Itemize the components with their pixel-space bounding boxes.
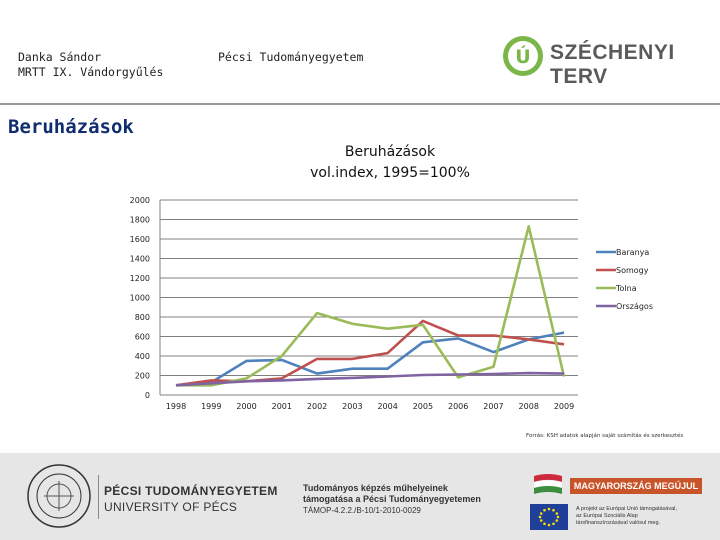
chart-legend: [596, 248, 653, 311]
eu-funding-line3: társfinanszírozásával valósul meg.: [576, 520, 661, 526]
series-line-tolna: [176, 226, 564, 385]
legend-label: Baranya: [616, 248, 650, 257]
eu-funding-line1: A projekt az Európai Unió támogatásával,: [576, 506, 677, 512]
legend-label: Somogy: [616, 266, 649, 275]
y-tick-label: 800: [134, 313, 150, 322]
x-tick-label: 2006: [448, 402, 469, 411]
legend-label: Tolna: [616, 284, 637, 293]
footer-divider: [98, 475, 99, 519]
chart-title: Beruházások: [344, 144, 436, 160]
y-tick-label: 1400: [129, 254, 150, 264]
szechenyi-terv-logo: [500, 33, 700, 88]
series-line-országos: [176, 373, 564, 385]
project-code: TÁMOP-4.2.2./B-10/1-2010-0029: [303, 506, 421, 515]
x-tick-label: 2000: [236, 402, 257, 411]
y-tick-label: 1200: [129, 274, 150, 283]
project-title: [303, 483, 481, 505]
hungarian-flag-icon: [530, 472, 566, 500]
chart-grid: [160, 200, 578, 395]
magyarorszag-megujul-logo: [530, 472, 710, 500]
footer-university-hu: PÉCSI TUDOMÁNYEGYETEM: [104, 484, 278, 498]
chart-title-block: [240, 142, 540, 184]
eu-funding-line2: az Európai Szociális Alap: [576, 513, 638, 519]
x-tick-label: 1999: [201, 402, 222, 411]
project-title-line1: Tudományos képzés műhelyeinek: [303, 483, 448, 493]
y-tick-label: 200: [134, 371, 150, 381]
x-tick-label: 1998: [165, 402, 187, 411]
x-tick-label: 2001: [271, 402, 292, 411]
logo-text: SZÉCHENYI TERV: [550, 41, 675, 88]
eu-flag-icon: [530, 504, 568, 530]
university-seal-icon: [26, 463, 92, 529]
y-tick-label: 2000: [129, 196, 150, 205]
author-name: Danka Sándor: [18, 50, 102, 64]
line-chart: [0, 190, 720, 425]
header-divider: [0, 103, 720, 105]
y-tick-label: 0: [144, 391, 150, 400]
x-axis-ticks: [166, 402, 574, 411]
x-tick-label: 2007: [483, 402, 504, 411]
logo-letter: Ú: [515, 46, 531, 68]
author-block: [18, 50, 163, 80]
project-title-line2: támogatása a Pécsi Tudományegyetemen: [303, 494, 481, 504]
x-tick-label: 2002: [306, 402, 328, 411]
x-tick-label: 2003: [342, 402, 363, 411]
y-tick-label: 1800: [129, 215, 150, 225]
chart-subtitle: vol.index, 1995=100%: [310, 165, 470, 181]
conference-name: MRTT IX. Vándorgyűlés: [18, 65, 164, 79]
y-tick-label: 400: [134, 352, 150, 361]
eu-funding-note: [576, 506, 716, 527]
chart-series: [176, 226, 564, 385]
y-tick-label: 1000: [129, 293, 150, 303]
y-tick-label: 600: [134, 332, 150, 342]
x-tick-label: 2005: [412, 402, 434, 411]
legend-label: Országos: [616, 302, 653, 311]
y-axis-ticks: [130, 196, 150, 400]
page-title: Beruházások: [8, 116, 134, 138]
header-university: Pécsi Tudományegyetem: [218, 50, 364, 64]
y-tick-label: 1600: [129, 235, 150, 244]
footer-university-en: UNIVERSITY OF PÉCS: [104, 500, 238, 514]
magyarorszag-megujul-text: MAGYARORSZÁG MEGÚJUL: [570, 478, 702, 494]
x-tick-label: 2008: [518, 402, 539, 411]
x-tick-label: 2009: [553, 402, 575, 411]
x-tick-label: 2004: [377, 402, 398, 411]
szechenyi-logo-icon: [500, 33, 546, 79]
source-note: Forrás: KSH adatok alapján saját számítás és szerkesztés: [526, 433, 684, 439]
